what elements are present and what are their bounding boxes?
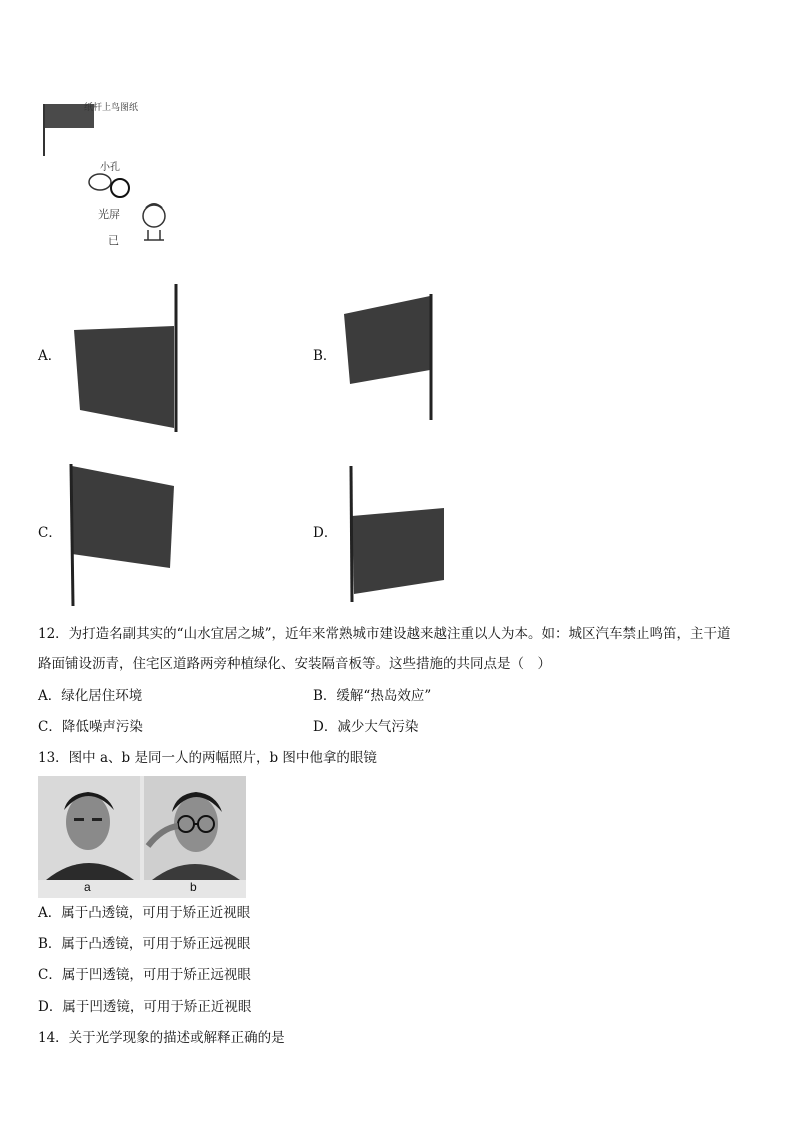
q12-stem-line1: 12．为打造名副其实的“山水宜居之城”，近年来常熟城市建设越来越注重以人为本。如：城区汽车禁止鸣笛，主干道	[38, 626, 731, 642]
q11-option-b-label: B．	[313, 348, 337, 364]
flag-pole	[351, 466, 352, 602]
q11-option-b-figure	[340, 292, 438, 422]
sketch-label-top: 纸杆上鸟图纸	[84, 103, 139, 113]
q11-option-c-label: C．	[38, 525, 62, 541]
sketch-lens-circle	[89, 174, 111, 190]
q13-option-c: C．属于凹透镜，可用于矫正远视眼	[38, 967, 251, 983]
pinhole-sketch	[38, 96, 178, 256]
q12-option-c: C．降低噪声污染	[38, 719, 143, 735]
q11-option-d-figure	[346, 464, 448, 604]
q12-option-d: D．减少大气污染	[313, 719, 419, 735]
q13-option-d: D．属于凹透镜，可用于矫正近视眼	[38, 999, 252, 1015]
photo-label-a: a	[84, 880, 91, 894]
flag-cloth	[74, 326, 174, 428]
q11-option-c-figure	[66, 462, 178, 608]
sketch-label-mid: 小孔	[100, 162, 120, 173]
flag-cloth	[344, 296, 430, 384]
flag-pole	[71, 464, 73, 606]
sketch-pinhole-circle	[111, 179, 129, 197]
q11-option-a-label: A．	[38, 348, 62, 364]
q12-stem-line2: 路面铺设沥青，住宅区道路两旁种植绿化、安装隔音板等。这些措施的共同点是（ ）	[38, 656, 551, 672]
q11-option-a-figure	[70, 282, 182, 434]
flag-cloth	[352, 508, 444, 594]
q13-option-a: A．属于凸透镜，可用于矫正近视眼	[38, 905, 251, 921]
q12-option-a: A．绿化居住环境	[38, 688, 143, 704]
q11-option-d-label: D．	[313, 525, 338, 541]
q13-stem: 13．图中 a、b 是同一人的两幅照片，b 图中他拿的眼镜	[38, 750, 377, 766]
q13-photo-pair	[38, 776, 246, 880]
photo-label-b: b	[190, 880, 197, 894]
sketch-label-eye: 光屏	[98, 208, 120, 221]
q13-photos	[38, 776, 246, 898]
flag-cloth	[72, 466, 174, 568]
q14-stem: 14．关于光学现象的描述或解释正确的是	[38, 1030, 285, 1046]
q13-option-b: B．属于凸透镜，可用于矫正远视眼	[38, 936, 251, 952]
q12-option-b: B．缓解“热岛效应”	[313, 688, 432, 704]
sketch-label-bottom: 已	[108, 234, 119, 247]
